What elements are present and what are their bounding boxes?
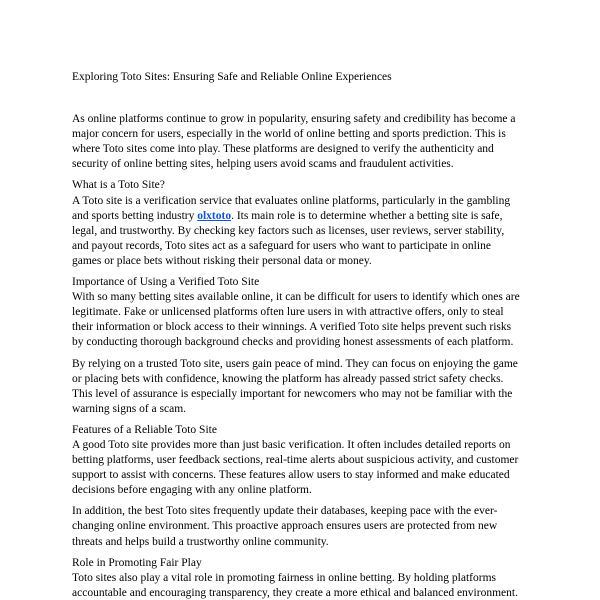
text-line: betting platforms, user feedback sections, real-time alerts about suspicious activity, and customer bbox=[72, 454, 519, 467]
text-line: warning signs of a scam. bbox=[72, 402, 187, 415]
section-heading-block bbox=[72, 556, 580, 571]
paragraph-block bbox=[72, 290, 580, 350]
section-heading: Importance of Using a Verified Toto Site bbox=[72, 276, 260, 289]
text-line: and payout records, Toto sites act as a safeguard for users who want to participate in online bbox=[72, 239, 491, 252]
text-line: major concern for users, especially in the world of online betting and sports prediction. This is bbox=[72, 128, 506, 141]
text-line: security of online betting sites, helping users avoid scams and fraudulent activities. bbox=[72, 158, 454, 171]
text-line: As online platforms continue to grow in popularity, ensuring safety and credibility has become a bbox=[72, 113, 516, 126]
paragraph-block bbox=[72, 112, 580, 172]
section-heading: What is a Toto Site? bbox=[72, 179, 165, 192]
text-line: games or place bets without risking their personal data or money. bbox=[72, 254, 372, 267]
text-line: by conducting thorough background checks and providing honest assessments of each platform. bbox=[72, 336, 514, 349]
text-line: their information or block access to their winnings. A verified Toto site helps prevent such risks bbox=[72, 321, 512, 334]
paragraph-block bbox=[72, 357, 580, 417]
text-line: where Toto sites come into play. These platforms are designed to verify the authenticity and bbox=[72, 143, 494, 156]
text-line: By relying on a trusted Toto site, users gain peace of mind. They can focus on enjoying the game bbox=[72, 357, 518, 370]
text-line: threats and helps build a trustworthy online community. bbox=[72, 535, 329, 548]
section-heading-block bbox=[72, 275, 580, 290]
text-line: support to assist with concerns. These features allow users to stay informed and make educated bbox=[72, 469, 510, 482]
paragraph-block bbox=[72, 438, 580, 498]
text-line: legal, and trustworthy. By checking key factors such as licenses, user reviews, server stability, bbox=[72, 224, 505, 237]
olxtoto-link[interactable]: olxtoto bbox=[197, 209, 232, 222]
text-line: In addition, the best Toto sites frequently update their databases, keeping pace with the ever- bbox=[72, 505, 498, 518]
section-heading-block bbox=[72, 423, 580, 438]
text-line: A good Toto site provides more than just basic verification. It often includes detailed reports on bbox=[72, 438, 511, 451]
text-line: changing online environment. This proactive approach ensures users are protected from new bbox=[72, 520, 498, 533]
document-title: Exploring Toto Sites: Ensuring Safe and Reliable Online Experiences bbox=[72, 71, 392, 83]
text-line: A Toto site is a verification service that evaluates online platforms, particularly in the gambling bbox=[72, 194, 511, 207]
section-heading-block bbox=[72, 178, 580, 193]
section-heading: Features of a Reliable Toto Site bbox=[72, 423, 217, 436]
text-line: or placing bets with confidence, knowing the platform has already passed strict safety checks. bbox=[72, 372, 504, 385]
text-line: decisions before engaging with any online platform. bbox=[72, 484, 312, 497]
text-line bbox=[72, 209, 580, 224]
paragraph-block bbox=[72, 194, 580, 269]
text-segment: and sports betting industry bbox=[72, 209, 198, 222]
text-segment: . Its main role is to determine whether a betting site is safe, bbox=[231, 209, 503, 222]
text-line: accountable and encouraging transparency, they create a more ethical and balanced environment. bbox=[72, 586, 518, 599]
section-heading: Role in Promoting Fair Play bbox=[72, 556, 202, 569]
text-line: legitimate. Fake or unlicensed platforms often lure users in with attractive offers, only to steal bbox=[72, 306, 504, 319]
paragraph-block bbox=[72, 571, 580, 600]
document-title-block bbox=[72, 70, 580, 85]
text-line: This level of assurance is especially important for newcomers who may not be familiar with the bbox=[72, 387, 513, 400]
document-body bbox=[72, 112, 580, 600]
text-line: Toto sites also play a vital role in promoting fairness in online betting. By holding platforms bbox=[72, 571, 496, 584]
text-line: With so many betting sites available online, it can be difficult for users to identify which ones are bbox=[72, 291, 520, 304]
paragraph-block bbox=[72, 504, 580, 549]
